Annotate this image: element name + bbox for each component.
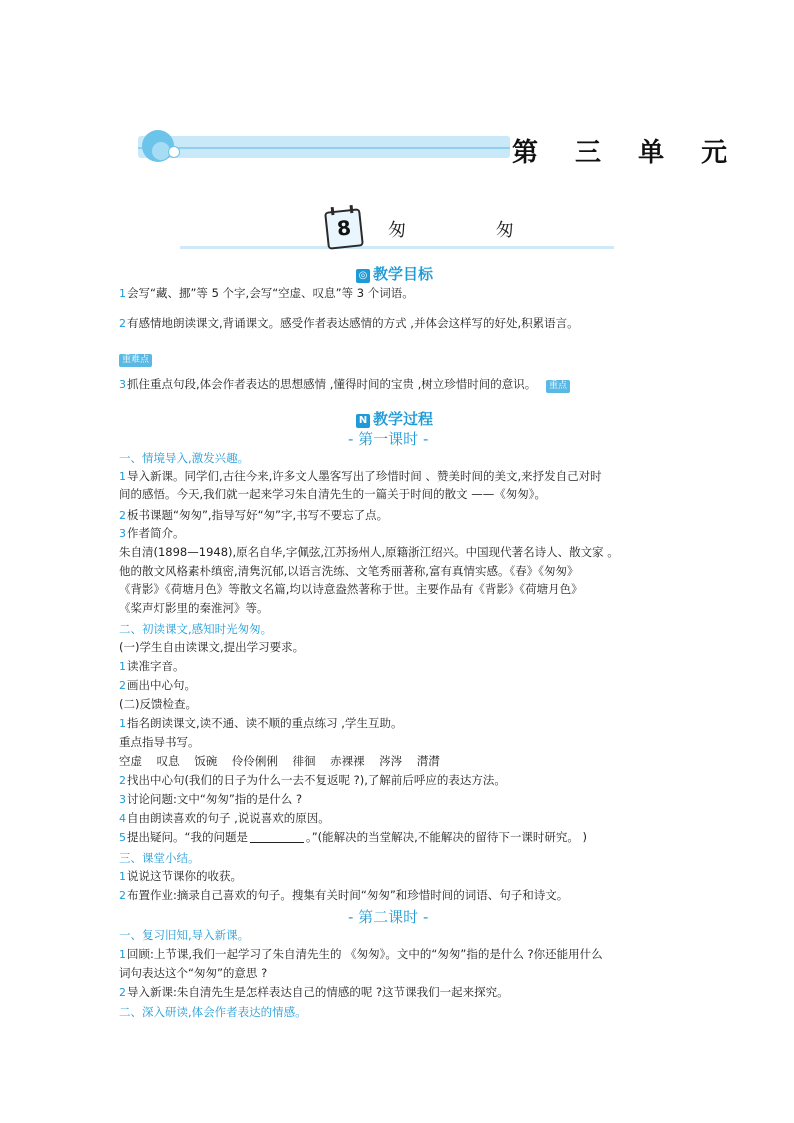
difficulty-tag: 重难点 (119, 347, 152, 367)
bubble-decoration (168, 146, 180, 158)
author-bio: 他的散文风格素朴缜密,清隽沉郁,以语言洗练、文笔秀丽著称,富有真情实感。《春》《匆匆》 (119, 564, 579, 578)
vocabulary-words: 空虚 叹息 饭碗 伶伶俐俐 徘徊 赤裸裸 涔涔 潸潸 (119, 754, 440, 768)
goals-heading: ◎ 教学目标 (356, 263, 433, 284)
part-heading: 二、深入研读,体会作者表达的情感。 (119, 1005, 307, 1019)
goal-item: 3抓住重点句段,体会作者表达的思想感情 ,懂得时间的宝贵 ,树立珍惜时间的意识。 重点 (119, 375, 570, 394)
text-line: 1读准字音。 (119, 659, 185, 673)
text-line: 1说说这节课你的收获。 (119, 869, 242, 883)
calendar-icon (324, 208, 364, 250)
lesson-number: 8 (335, 215, 353, 241)
lesson-underline (180, 246, 614, 249)
part-heading: 一、复习旧知,导入新课。 (119, 928, 250, 942)
author-bio: 《桨声灯影里的秦淮河》等。 (119, 601, 269, 615)
process-icon: N (356, 414, 370, 428)
fill-blank (250, 830, 304, 843)
first-lesson-hour: - 第一课时 - (348, 430, 429, 448)
text-line: 3作者简介。 (119, 526, 185, 540)
text-line: 2导入新课:朱自清先生是怎样表达自己的情感的呢 ?这节课我们一起来探究。 (119, 985, 509, 999)
text-line: 5提出疑问。“我的问题是 。”(能解决的当堂解决,不能解决的留待下一课时研究。 ) (119, 830, 587, 844)
author-bio: 《背影》《荷塘月色》等散文名篇,均以诗意盎然著称于世。主要作品有《背影》《荷塘月色》 (119, 582, 583, 596)
part-heading: 二、初读课文,感知时光匆匆。 (119, 622, 273, 636)
target-icon: ◎ (356, 269, 370, 283)
text-line: 重点指导书写。 (119, 735, 200, 749)
text-line: 2板书课题“匆匆”,指导写好“匆”字,书写不要忘了点。 (119, 508, 389, 522)
text-line: 1导入新课。同学们,古往今来,许多文人墨客写出了珍惜时间 、赞美时间的美文,来抒发自己对时 (119, 469, 602, 483)
author-bio: 朱自清(1898—1948),原名自华,字佩弦,江苏扬州人,原籍浙江绍兴。中国现代著名诗人、散文家 。 (119, 545, 619, 559)
text-line: (二)反馈检查。 (119, 697, 197, 711)
process-heading: N 教学过程 (356, 408, 433, 429)
part-heading: 三、课堂小结。 (119, 851, 200, 865)
text-line: 4自由朗读喜欢的句子 ,说说喜欢的原因。 (119, 811, 330, 825)
text-line: 2找出中心句(我们的日子为什么一去不复返呢 ?),了解前后呼应的表达方法。 (119, 773, 506, 787)
text-line: 3讨论问题:文中“匆匆”指的是什么 ? (119, 792, 303, 806)
lesson-title: 匆 匆 (388, 220, 556, 241)
goal-item: 1会写“藏、挪”等 5 个字,会写“空虚、叹息”等 3 个词语。 (119, 286, 414, 300)
text-line: 2画出中心句。 (119, 678, 196, 692)
part-heading: 一、情境导入,激发兴趣。 (119, 451, 250, 465)
text-line: 1指名朗读课文,读不通、读不顺的重点练习 ,学生互助。 (119, 716, 403, 730)
text-line: 1回顾:上节课,我们一起学习了朱自清先生的 《匆匆》。文中的“匆匆”指的是什么 ?你还能用什么 (119, 947, 603, 961)
second-lesson-hour: - 第二课时 - (348, 908, 429, 926)
unit-header-bar (138, 136, 510, 158)
goal-item: 2有感情地朗读课文,背诵课文。感受作者表达感情的方式 ,并体会这样写的好处,积累语言。 (119, 316, 579, 330)
unit-title: 第 三 单 元 (512, 138, 742, 168)
text-line: (一)学生自由读课文,提出学习要求。 (119, 640, 305, 654)
key-point-tag: 重点 (546, 380, 570, 393)
text-line: 间的感悟。今天,我们就一起来学习朱自清先生的一篇关于时间的散文 ——《匆匆》。 (119, 487, 547, 501)
text-line: 2布置作业:摘录自己喜欢的句子。搜集有关时间“匆匆”和珍惜时间的词语、句子和诗文。 (119, 888, 569, 902)
text-line: 词句表达这个“匆匆”的意思 ? (119, 966, 268, 980)
